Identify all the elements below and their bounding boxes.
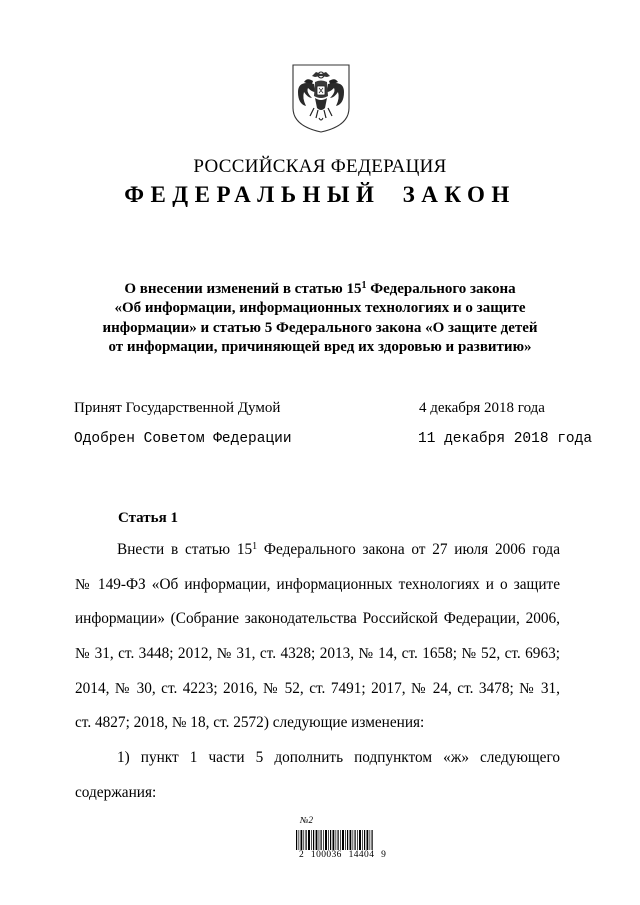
paragraph-text: Федерального закона от 27 июля 2006 года: [257, 541, 560, 558]
country-name: РОССИЙСКАЯ ФЕДЕРАЦИЯ: [193, 156, 447, 177]
law-title: [60, 280, 580, 358]
paragraph-line: 2014, № 30, ст. 4223; 2016, № 52, ст. 7491; 2017, № 24, ст. 3478; № 31,: [75, 679, 560, 697]
superscript: 1: [252, 541, 258, 552]
law-title-line-2: «Об информации, информационных технологиях и о защите: [114, 300, 526, 317]
article-paragraph: [75, 540, 560, 818]
paragraph-line: № 149-ФЗ «Об информации, информационных технологиях и о защите: [75, 575, 560, 593]
paragraph-line: содержания:: [75, 783, 157, 801]
paragraph-line: информации» (Собрание законодательства Российской Федерации, 2006,: [75, 610, 560, 628]
barcode-digits: 2 100036 14404 9: [299, 850, 387, 860]
law-title-line-1: [60, 280, 580, 299]
superscript: 1: [361, 280, 367, 291]
duma-adoption-label: Принят Государственной Думой: [74, 400, 281, 416]
paragraph-text: Внести в статью 15: [117, 541, 253, 558]
council-approval-label: Одобрен Советом Федерации: [74, 431, 292, 447]
coat-of-arms-emblem: [290, 62, 352, 134]
law-title-line-4: от информации, причиняющей вред их здоровью и развитию»: [108, 339, 532, 356]
paragraph-line: ст. 4827; 2018, № 18, ст. 2572) следующие изменения:: [75, 714, 425, 732]
paragraph-line: 1) пункт 1 части 5 дополнить подпунктом «ж» следующего: [117, 749, 560, 767]
document-type: ФЕДЕРАЛЬНЫЙ ЗАКОН: [124, 182, 516, 207]
paragraph-line: № 31, ст. 3448; 2012, № 31, ст. 4328; 2013, № 14, ст. 1658; № 52, ст. 6963;: [75, 645, 560, 663]
barcode-mark: №2: [300, 815, 313, 825]
double-headed-eagle-icon: [290, 62, 352, 134]
law-title-line-3: информации» и статью 5 Федерального закона «О защите детей: [102, 319, 538, 336]
paragraph-line: [75, 540, 560, 575]
duma-adoption-date: 4 декабря 2018 года: [419, 400, 545, 416]
council-approval-date: 11 декабря 2018 года: [418, 431, 593, 447]
law-title-text: Федерального закона: [366, 281, 516, 297]
article-heading: Статья 1: [118, 510, 178, 526]
law-title-text: О внесении изменений в статью 15: [124, 281, 362, 297]
